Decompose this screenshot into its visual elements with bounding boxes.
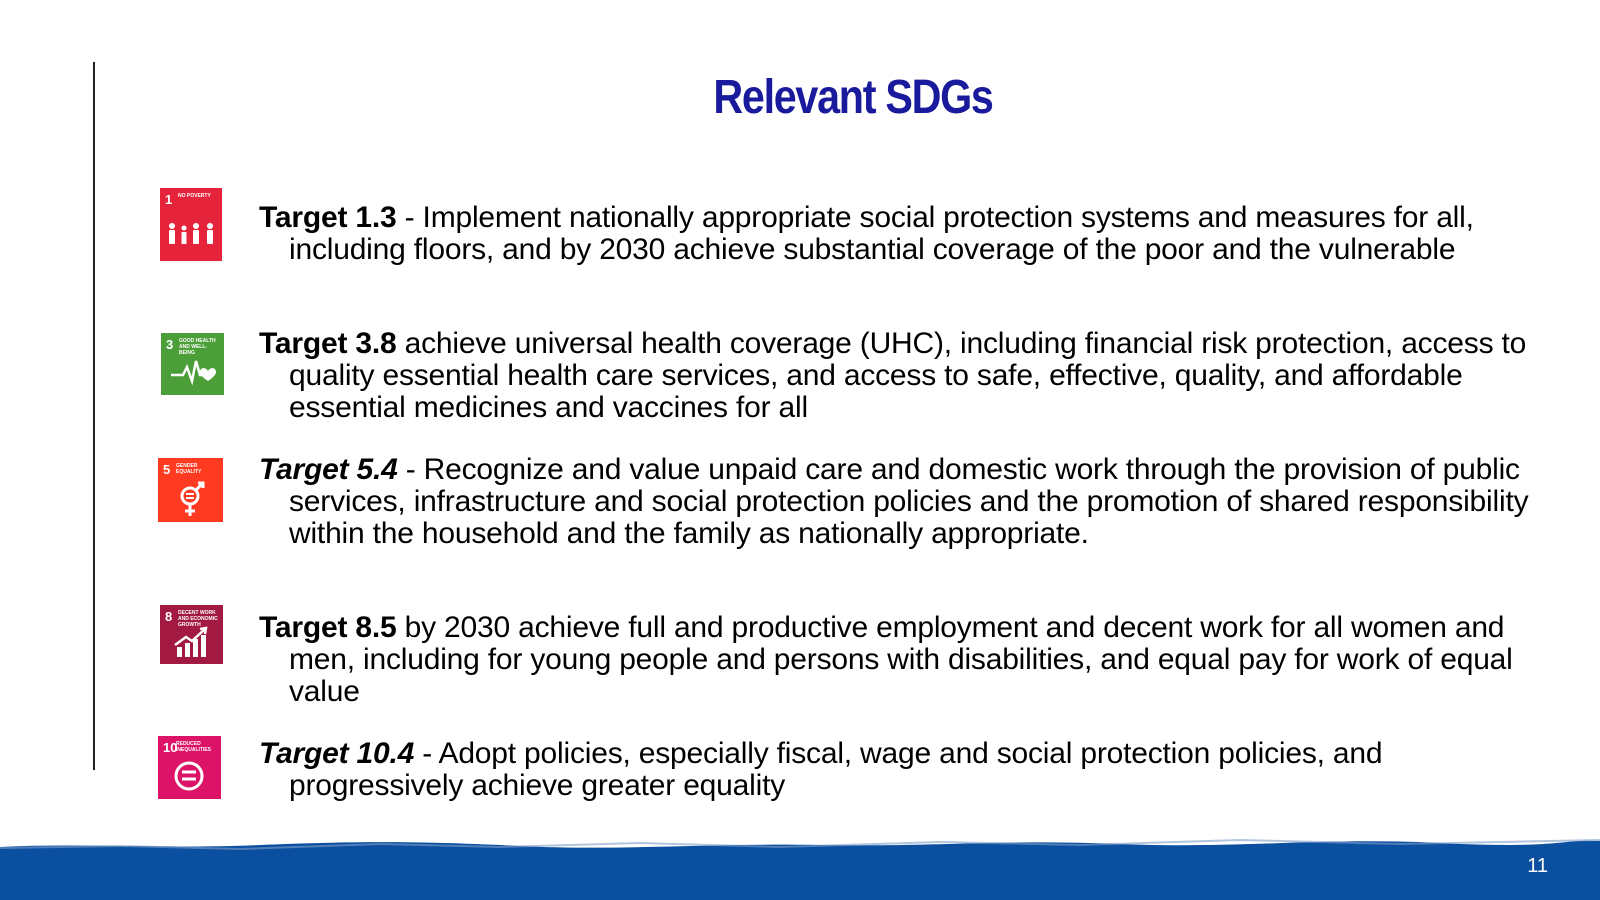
target-text: - Implement nationally appropriate social protection systems and measures for all, including floors, and by 2030 achieve substantial coverage of the poor and the vulnerable (289, 201, 1474, 266)
sdg-1-no-poverty-icon: 1 NO POVERTY (160, 188, 222, 261)
growth-chart-icon (160, 605, 223, 664)
equality-circle-icon (158, 736, 221, 799)
slide-title: Relevant SDGs (713, 71, 993, 124)
target-text: by 2030 achieve full and productive employment and decent work for all women and men, including for young people and persons with disabilities, and equal pay for work of equal value (289, 611, 1513, 708)
target-item (259, 328, 1559, 424)
target-label: Target 3.8 (259, 327, 397, 360)
family-icon (160, 188, 222, 261)
sdg-5-gender-equality-icon: 5 GENDER EQUALITY (158, 458, 223, 522)
target-text: achieve universal health coverage (UHC), including financial risk protection, access to quality essential health care services, and access to safe, effective, quality, and affordable essential medicines and vaccines for all (289, 327, 1527, 424)
target-label: Target 5.4 (259, 453, 398, 486)
target-item (259, 612, 1559, 708)
sdg-3-good-health-icon: 3 GOOD HEALTH AND WELL-BEING (161, 333, 224, 395)
sdg-10-reduced-inequalities-icon: 10 REDUCED INEQUALITIES (158, 736, 221, 799)
target-label: Target 10.4 (259, 737, 415, 770)
target-item (259, 202, 1559, 266)
page-number: 11 (1527, 855, 1548, 877)
target-item (259, 738, 1559, 802)
target-item (259, 454, 1559, 550)
target-label: Target 1.3 (259, 201, 397, 234)
target-label: Target 8.5 (259, 611, 397, 644)
target-text: - Recognize and value unpaid care and domestic work through the provision of public services, infrastructure and social protection policies and the promotion of shared responsibility within the household and the family as nationally appropriate. (289, 453, 1529, 550)
heartbeat-icon (161, 333, 224, 395)
sdg-8-decent-work-icon: 8 DECENT WORK AND ECONOMIC GROWTH (160, 605, 223, 664)
footer-brush-band (0, 835, 1600, 900)
target-text: - Adopt policies, especially fiscal, wage and social protection policies, and progressively achieve greater equality (289, 737, 1383, 802)
gender-symbol-icon (158, 458, 223, 522)
